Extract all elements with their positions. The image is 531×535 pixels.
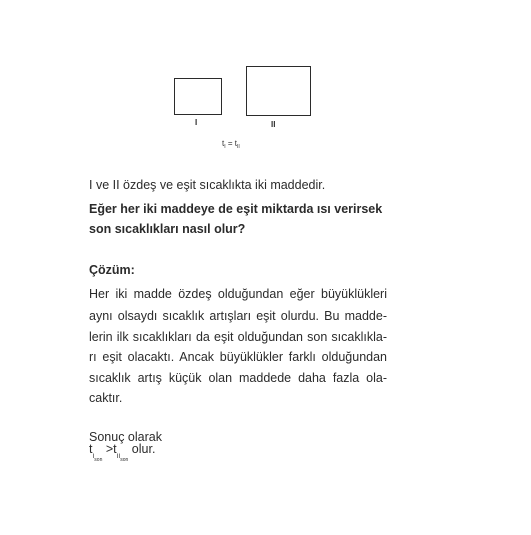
ineq-sub2-son: son <box>120 457 129 463</box>
conclusion-text: Sonuç olarak <box>89 430 162 444</box>
box-ii-label: II <box>271 120 276 129</box>
eq-equals: = <box>225 139 235 148</box>
temperature-equality <box>222 139 240 150</box>
box-i-label: I <box>195 118 198 127</box>
ineq-sub2 <box>116 453 129 463</box>
box-ii <box>246 66 311 116</box>
solution-line-2: aynı olsaydı sıcaklık artışları eşit olurdu. Bu madde- <box>89 309 387 323</box>
intro-text: I ve II özdeş ve eşit sıcaklıkta iki maddedir. <box>89 178 326 192</box>
question-line-1: Eğer her iki maddeye de eşit miktarda ısı verirsek <box>89 202 383 216</box>
solution-line-4: rı eşit olacaktı. Ancak büyüklükler farklı olduğundan <box>89 350 387 364</box>
eq-t1: t <box>222 139 225 148</box>
solution-line-6: caktır. <box>89 391 123 405</box>
solution-line-5: sıcaklık artış küçük olan maddede daha fazla ola- <box>89 371 387 385</box>
solution-heading: Çözüm: <box>89 263 135 277</box>
conclusion-inequality <box>89 442 156 463</box>
ineq-t1: t <box>89 442 93 456</box>
box-i <box>174 78 222 115</box>
eq-sub1: I <box>224 144 226 150</box>
solution-line-1: Her iki madde özdeş olduğundan eğer büyüklükleri <box>89 287 387 301</box>
ineq-sub1 <box>92 453 103 463</box>
ineq-sub2-roman: II <box>116 453 121 460</box>
question-line-2: son sıcaklıkları nasıl olur? <box>89 222 246 236</box>
ineq-gt: > <box>102 442 114 456</box>
ineq-tail: olur. <box>128 442 156 456</box>
ineq-sub1-son: son <box>94 457 103 463</box>
eq-t2: t <box>234 139 237 148</box>
ineq-t2: t <box>113 442 117 456</box>
ineq-sub1-roman: I <box>92 453 95 460</box>
eq-sub2: II <box>236 144 240 150</box>
solution-line-3: lerin ilk sıcaklıkları da eşit olduğundan son sıcaklıkla- <box>89 330 387 344</box>
